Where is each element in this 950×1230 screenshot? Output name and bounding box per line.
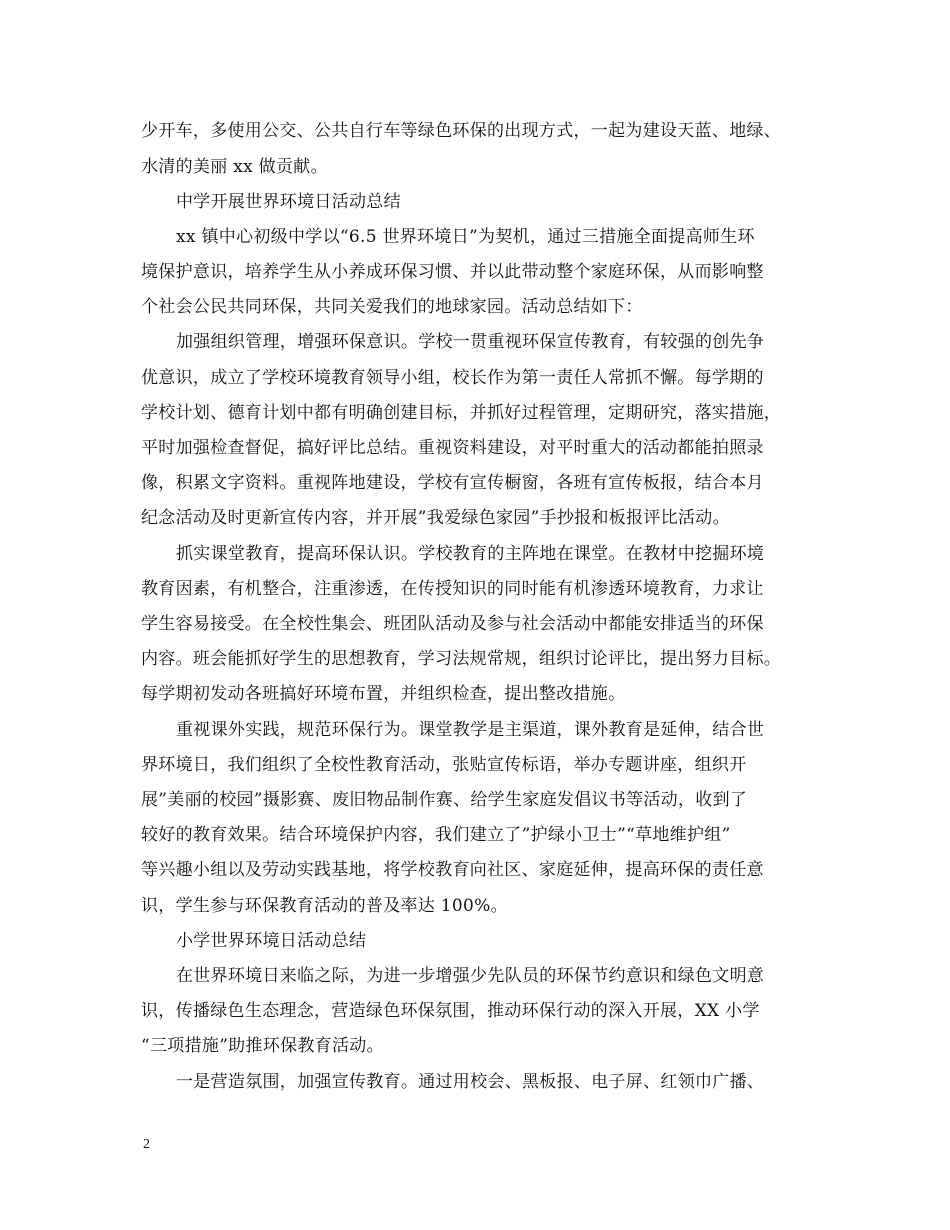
- text-line: 在世界环境日来临之际，为进一步增强少先队员的环保节约意识和绿色文明意: [176, 966, 765, 986]
- text-line: 学生容易接受。在全校性集会、班团队活动及参与社会活动中都能安排适当的环保: [141, 614, 764, 634]
- page-number: 2: [143, 1137, 150, 1152]
- text-line: 水清的美丽 xx 做贡献。: [141, 157, 328, 177]
- text-line: 内容。班会能抓好学生的思想教育，学习法规常规，组织讨论评比，提出努力目标。: [141, 649, 782, 669]
- section-heading: 中学开展世界环境日活动总结: [176, 192, 401, 212]
- text-line: 教育因素，有机整合，注重渗透，在传授知识的同时能有机渗透环境教育，力求让: [141, 579, 764, 599]
- text-line: 一是营造氛围，加强宣传教育。通过用校会、黑板报、电子屏、红领巾广播、: [176, 1072, 765, 1092]
- text-line: 像，积累文字资料。重视阵地建设，学校有宣传橱窗，各班有宣传板报，结合本月: [141, 473, 764, 493]
- text-line: 重视课外实践，规范环保行为。课堂教学是主渠道，课外教育是延伸，结合世: [176, 720, 765, 740]
- text-line: 等兴趣小组以及劳动实践基地，将学校教育向社区、家庭延伸，提高环保的责任意: [141, 860, 764, 880]
- text-line: 每学期初发动各班搞好环境布置，并组织检查，提出整改措施。: [141, 684, 626, 704]
- text-line: 境保护意识，培养学生从小养成环保习惯、并以此带动整个家庭环保，从而影响整: [141, 262, 764, 282]
- text-line: 较好的教育效果。结合环境保护内容，我们建立了”护绿小卫士”“草地维护组”: [141, 825, 731, 845]
- text-line: 学校计划、德育计划中都有明确创建目标，并抓好过程管理，定期研究，落实措施，: [141, 403, 782, 423]
- text-line: 优意识，成立了学校环境教育领导小组，校长作为第一责任人常抓不懈。每学期的: [141, 368, 764, 388]
- text-line: 展”美丽的校园”摄影赛、废旧物品制作赛、给学生家庭发倡议书等活动，收到了: [141, 790, 748, 810]
- text-line: 少开车，多使用公交、公共自行车等绿色环保的出现方式，一起为建设天蓝、地绿、: [141, 121, 782, 141]
- text-line: 加强组织管理，增强环保意识。学校一贯重视环保宣传教育，有较强的创先争: [176, 332, 765, 352]
- text-line: 识，学生参与环保教育活动的普及率达 100%。: [141, 896, 508, 916]
- section-heading: 小学世界环境日活动总结: [176, 931, 367, 951]
- text-line: 平时加强检查督促，搞好评比总结。重视资料建设，对平时重大的活动都能拍照录: [141, 438, 764, 458]
- text-line: 纪念活动及时更新宣传内容，并开展”我爱绿色家园”手抄报和板报评比活动。: [141, 508, 730, 528]
- text-line: 界环境日，我们组织了全校性教育活动，张贴宣传标语，举办专题讲座，组织开: [141, 755, 747, 775]
- text-line: 抓实课堂教育，提高环保认识。学校教育的主阵地在课堂。在教材中挖掘环境: [176, 544, 765, 564]
- text-line: “三项措施”助推环保教育活动。: [141, 1036, 384, 1056]
- text-line: xx 镇中心初级中学以“6.5 世界环境日”为契机，通过三措施全面提高师生环: [176, 227, 755, 247]
- text-line: 个社会公民共同环保，共同关爱我们的地球家园。活动总结如下：: [141, 297, 643, 317]
- text-line: 识，传播绿色生态理念，营造绿色环保氛围，推动环保行动的深入开展，XX 小学: [141, 1001, 760, 1021]
